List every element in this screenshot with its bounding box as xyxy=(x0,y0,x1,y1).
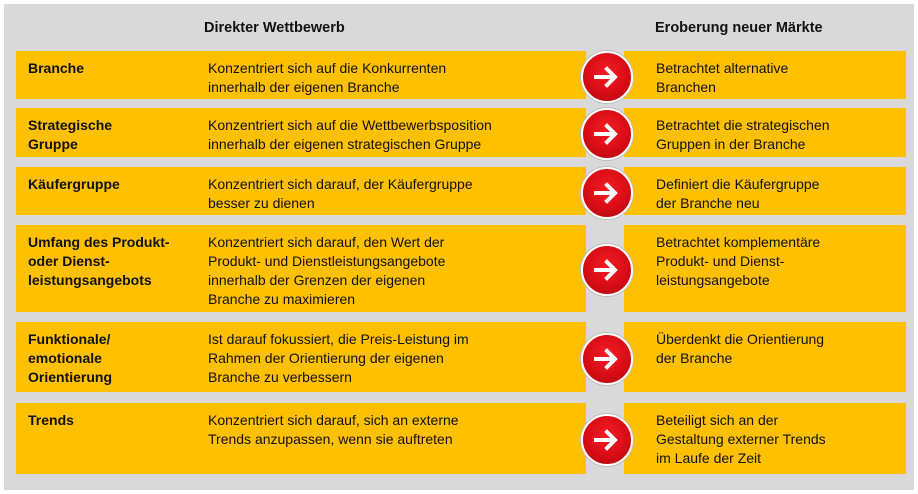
row-trends xyxy=(16,403,906,474)
arrow-right-icon xyxy=(581,108,633,160)
row-direct-text: Konzentriert sich darauf, sich an externe Trends anzupassen, wenn sie auftreten xyxy=(208,412,459,447)
row-label: Funktionale/ emotionale Orientierung xyxy=(28,331,113,385)
row-new-market-text: Betrachtet komplementäre Produkt- und Dienst- leistungsangebote xyxy=(656,234,821,288)
row-label: Branche xyxy=(28,60,85,76)
arrow-right-icon xyxy=(581,414,633,466)
row-new-market-text: Betrachtet die strategischen Gruppen in der Branche xyxy=(656,117,830,152)
arrow-right-icon xyxy=(581,167,633,219)
row-label: Strategische Gruppe xyxy=(28,117,113,152)
row-new-market-text: Betrachtet alternative Branchen xyxy=(656,60,789,95)
row-orientierung xyxy=(16,322,906,392)
row-new-market-text: Überdenkt die Orientierung der Branche xyxy=(656,331,825,366)
row-strategische-gruppe xyxy=(16,108,906,157)
row-label: Trends xyxy=(28,412,74,428)
header-new-markets: Eroberung neuer Märkte xyxy=(655,20,823,36)
row-direct-text: Ist darauf fokussiert, die Preis-Leistung im Rahmen der Orientierung der eigenen Branche zu verbessern xyxy=(208,331,469,385)
arrow-right-icon xyxy=(581,51,633,103)
header-direct-competition: Direkter Wettbewerb xyxy=(204,20,345,36)
comparison-diagram xyxy=(4,4,914,490)
row-new-market-text: Definiert die Käufergruppe der Branche neu xyxy=(656,176,820,211)
row-branche xyxy=(16,51,906,99)
arrow-right-icon xyxy=(581,244,633,296)
row-direct-text: Konzentriert sich auf die Wettbewerbsposition innerhalb der eigenen strategischen Gruppe xyxy=(208,117,492,152)
row-direct-text: Konzentriert sich darauf, der Käufergruppe besser zu dienen xyxy=(208,176,473,211)
arrow-right-icon xyxy=(581,333,633,385)
row-kaeufergruppe xyxy=(16,167,906,215)
row-new-market-text: Beteiligt sich an der Gestaltung externer Trends im Laufe der Zeit xyxy=(656,412,826,466)
row-label: Umfang des Produkt- oder Dienst- leistungsangebots xyxy=(28,234,170,288)
row-direct-text: Konzentriert sich darauf, den Wert der Produkt- und Dienstleistungsangebote innerhalb der Grenzen der eigenen Branche zu maximieren xyxy=(208,234,446,307)
row-umfang-angebot xyxy=(16,225,906,312)
row-direct-text: Konzentriert sich auf die Konkurrenten innerhalb der eigenen Branche xyxy=(208,60,447,95)
row-label: Käufergruppe xyxy=(28,176,120,192)
